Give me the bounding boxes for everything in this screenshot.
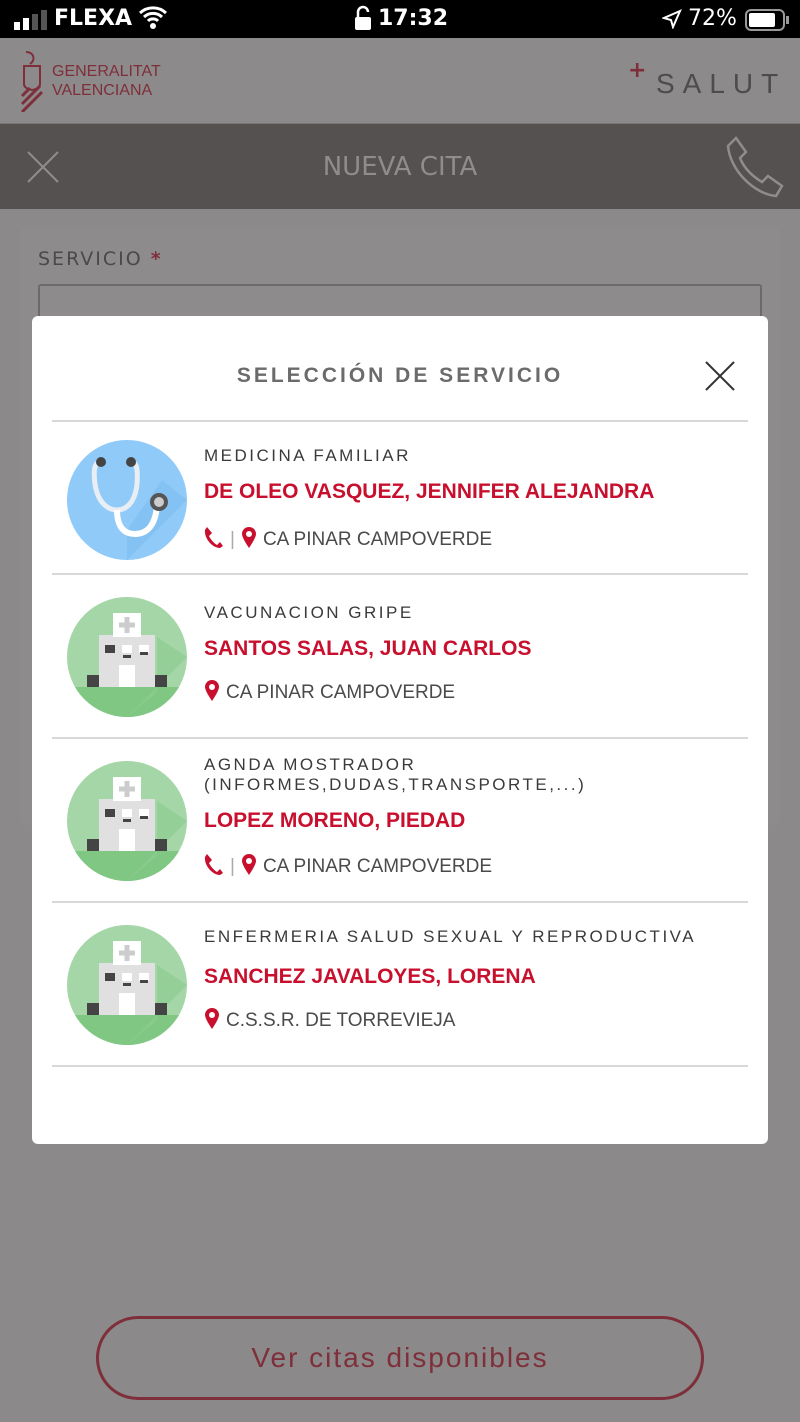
battery-icon — [745, 9, 791, 37]
professional-name: SANCHEZ JAVALOYES, LORENA — [204, 965, 536, 988]
map-pin-icon[interactable] — [241, 526, 257, 554]
location-line — [204, 853, 492, 881]
logo-text — [52, 62, 161, 100]
hospital-icon — [67, 925, 187, 1045]
service-name: MEDICINA FAMILIAR — [204, 446, 411, 465]
signal-icon — [14, 10, 48, 36]
service-list-item[interactable] — [52, 737, 748, 901]
nav-bar — [0, 124, 800, 209]
logo-line2: VALENCIANA — [52, 82, 153, 99]
map-pin-icon[interactable] — [204, 679, 220, 707]
required-mark: * — [150, 248, 163, 270]
modal-close-icon[interactable] — [702, 358, 738, 394]
service-name: AGNDA MOSTRADOR (INFORMES,DUDAS,TRANSPORTE,...) — [204, 755, 587, 794]
hospital-icon — [67, 761, 187, 881]
map-pin-icon[interactable] — [241, 853, 257, 881]
logo-line1: GENERALITAT — [52, 63, 161, 80]
location-name: CA PINAR CAMPOVERDE — [226, 682, 456, 703]
professional-name: SANTOS SALAS, JUAN CARLOS — [204, 637, 532, 660]
service-list-item[interactable] — [52, 420, 748, 573]
phone-icon[interactable] — [204, 853, 224, 881]
map-pin-icon[interactable] — [204, 1007, 220, 1035]
service-selection-modal — [32, 316, 768, 1144]
separator: | — [230, 856, 235, 877]
service-list-item[interactable] — [52, 573, 748, 737]
service-name: VACUNACION GRIPE — [204, 603, 414, 622]
app-header — [0, 38, 800, 124]
service-label-text: SERVICIO — [38, 248, 143, 270]
location-line — [204, 1007, 455, 1035]
lock-icon — [354, 5, 372, 37]
location-line — [204, 526, 492, 554]
stethoscope-icon — [67, 440, 187, 560]
page-title: NUEVA CITA — [322, 152, 478, 182]
clock: 17:32 — [378, 6, 449, 31]
view-appointments-button[interactable]: Ver citas disponibles — [96, 1316, 704, 1400]
brand-salut: SALUT — [656, 68, 787, 99]
service-list-item[interactable] — [52, 901, 748, 1065]
professional-name: LOPEZ MORENO, PIEDAD — [204, 809, 466, 832]
battery-percent: 72% — [688, 6, 737, 31]
phone-icon[interactable] — [204, 526, 224, 554]
service-label — [38, 248, 163, 270]
status-bar — [0, 0, 800, 38]
location-name: C.S.S.R. DE TORREVIEJA — [226, 1010, 456, 1031]
carrier: FLEXA — [54, 6, 133, 31]
hospital-icon — [67, 597, 187, 717]
separator: | — [230, 529, 235, 550]
professional-name: DE OLEO VASQUEZ, JENNIFER ALEJANDRA — [204, 480, 655, 503]
generalitat-logo-icon — [20, 50, 46, 116]
brand-plus: + — [628, 58, 647, 83]
divider — [52, 1065, 748, 1067]
phone-icon[interactable] — [724, 134, 790, 204]
location-line — [204, 679, 455, 707]
modal-title: SELECCIÓN DE SERVICIO — [236, 364, 564, 387]
wifi-icon — [138, 4, 168, 36]
location-name: CA PINAR CAMPOVERDE — [262, 529, 493, 550]
location-name: CA PINAR CAMPOVERDE — [262, 856, 493, 877]
location-arrow-icon — [662, 9, 682, 35]
service-name: ENFERMERIA SALUD SEXUAL Y REPRODUCTIVA — [204, 927, 697, 946]
